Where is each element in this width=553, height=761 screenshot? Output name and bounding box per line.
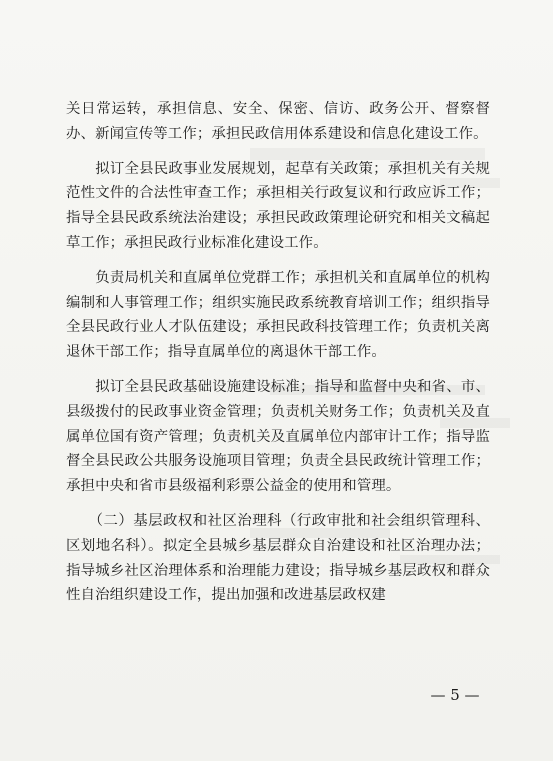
paragraph-grassroots-section: （二）基层政权和社区治理科（行政审批和社会组织管理科、区划地名科）。拟定全县城乡基层群众自治建设和社区治理办法；指导城乡社区治理体系和治理能力建设；指导城乡基层政权和群众性自治组织建设工作，提出加强和改进基层政权建 bbox=[66, 512, 490, 604]
paragraph-policy-legal: 拟订全县民政事业发展规划，起草有关政策；承担机关有关规范性文件的合法性审查工作；承担相关行政复议和行政应诉工作；指导全县民政系统法治建设；承担民政政策理论研究和相关文稿起草工作；承担民政行业标准化建设工作。 bbox=[66, 160, 490, 251]
paragraph-party-personnel: 负责局机关和直属单位党群工作；承担机关和直属单位的机构编制和人事管理工作；组织实施民政系统教育培训工作；组织指导全县民政行业人才队伍建设；承担民政科技管理工作；负责机关离退休干部工作；指导直属单位的离退休干部工作。 bbox=[66, 269, 490, 361]
paragraph-finance-assets: 拟订全县民政基础设施建设标准；指导和监督中央和省、市、县级拨付的民政事业资金管理；负责机关财务工作；负责机关及直属单位国有资产管理；负责机关及直属单位内部审计工作；指导监督全县民政公共服务设施项目管理；负责全县民政统计管理工作；承担中央和省市县级福利彩票公益金的使用和管理。 bbox=[66, 378, 490, 495]
document-body bbox=[66, 97, 490, 608]
page-number: — 5 — bbox=[430, 686, 480, 704]
paragraph-office-duties: 关日常运转，承担信息、安全、保密、信访、政务公开、督察督办、新闻宣传等工作；承担民政信用体系建设和信息化建设工作。 bbox=[66, 101, 490, 142]
